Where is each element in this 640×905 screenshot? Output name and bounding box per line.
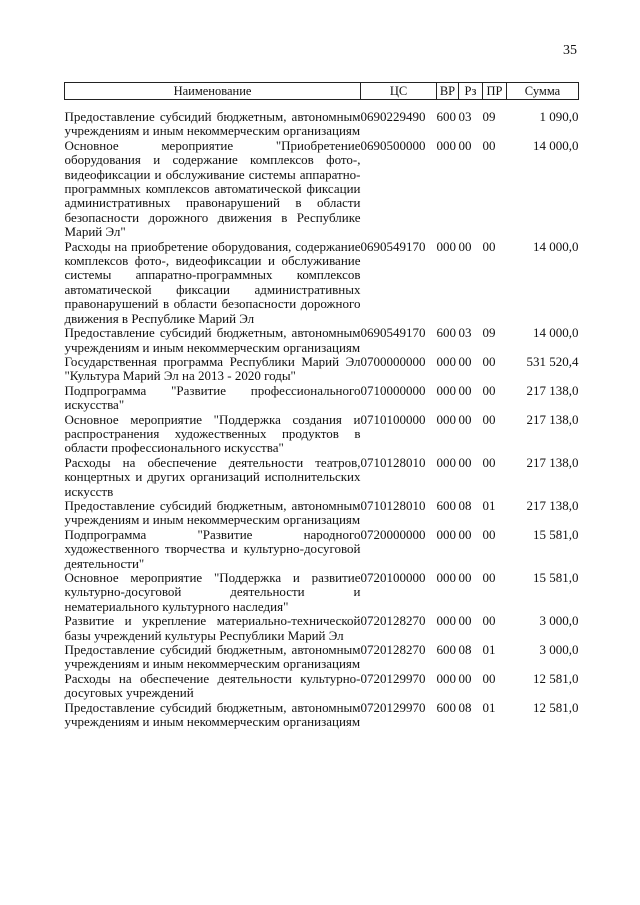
- cell-vr: 000: [436, 454, 456, 470]
- cell-name: Основное мероприятие "Поддержка и развитие культурно-досуговой деятельности и нематериального культурного наследия": [64, 570, 361, 614]
- cell-vr: 000: [436, 137, 456, 153]
- cell-sum: 217 138,0: [526, 382, 579, 398]
- cell-cs: 0700000000: [360, 353, 426, 369]
- table-row: [65, 326, 579, 355]
- header-name: Наименование: [65, 83, 361, 100]
- cell-rz: 00: [458, 382, 472, 398]
- table-row: [65, 100, 579, 139]
- header-sum: Сумма: [507, 83, 579, 100]
- table-row: [65, 614, 579, 643]
- header-vr: ВР: [437, 83, 459, 100]
- cell-rz: 00: [458, 454, 472, 470]
- cell-name: Предоставление субсидий бюджетным, автономным учреждениям и иным некоммерческим организациям: [64, 325, 361, 355]
- cell-vr: 000: [436, 238, 456, 254]
- cell-name: Предоставление субсидий бюджетным, автономным учреждениям и иным некоммерческим организациям: [64, 642, 361, 672]
- table-row: [65, 240, 579, 326]
- cell-vr: 600: [436, 642, 456, 658]
- cell-sum: 1 090,0: [539, 109, 579, 124]
- cell-name: Расходы на приобретение оборудования, содержание комплексов фото-, видеофиксации и обслуживание системы аппаратно-программных комплексов автоматической фиксации административных правонарушений в области безопасности дорожного движения в Республике Марий Эл: [64, 238, 361, 326]
- header-pr: ПР: [483, 83, 507, 100]
- budget-table: [64, 82, 579, 729]
- table-body: [65, 100, 579, 730]
- cell-vr: 600: [436, 497, 456, 513]
- cell-sum: 14 000,0: [533, 325, 579, 341]
- cell-name: Предоставление субсидий бюджетным, автономным учреждениям и иным некоммерческим организациям: [64, 109, 361, 139]
- cell-cs: 0710128010: [360, 497, 426, 513]
- cell-cs: 0690500000: [360, 137, 426, 153]
- cell-cs: 0710128010: [360, 454, 426, 470]
- cell-sum: 14 000,0: [533, 137, 579, 153]
- header-cs: ЦС: [361, 83, 437, 100]
- cell-vr: 000: [436, 570, 456, 585]
- cell-pr: 09: [482, 109, 496, 124]
- cell-pr: 09: [482, 325, 496, 341]
- cell-cs: 0690229490: [360, 109, 426, 124]
- cell-name: Основное мероприятие "Приобретение оборудования и содержание комплексов фото-, видеофиксации и обслуживание системы аппаратно-программных комплексов автоматической фиксации административных правонарушений в области безопасности дорожного движения в Республике Марий Эл": [64, 137, 361, 240]
- cell-rz: 00: [458, 613, 472, 629]
- cell-sum: 217 138,0: [526, 497, 579, 513]
- cell-pr: 00: [482, 137, 496, 153]
- page-number: 35: [563, 43, 577, 58]
- cell-cs: 0720000000: [360, 526, 426, 542]
- cell-rz: 00: [458, 137, 472, 153]
- cell-sum: 14 000,0: [533, 238, 579, 254]
- cell-sum: 217 138,0: [526, 454, 579, 470]
- cell-rz: 03: [458, 109, 472, 124]
- cell-rz: 00: [458, 670, 472, 686]
- cell-pr: 01: [482, 642, 496, 658]
- cell-cs: 0690549170: [360, 325, 426, 341]
- cell-cs: 0720128270: [360, 613, 426, 629]
- cell-name: Развитие и укрепление материально-технической базы учреждений культуры Республики Марий Эл: [64, 613, 361, 643]
- table-row: [65, 672, 579, 701]
- cell-cs: 0720129970: [360, 670, 426, 686]
- table-header: [65, 83, 579, 100]
- cell-pr: 01: [482, 699, 496, 715]
- cell-name: Государственная программа Республики Марий Эл "Культура Марий Эл на 2013 - 2020 годы": [64, 353, 361, 384]
- cell-name: Подпрограмма "Развитие народного художественного творчества и культурно-досуговой деятельности": [64, 526, 361, 571]
- cell-pr: 00: [482, 570, 496, 585]
- table-row: [65, 499, 579, 528]
- cell-vr: 000: [436, 382, 456, 398]
- cell-name: Предоставление субсидий бюджетным, автономным учреждениям и иным некоммерческим организациям: [64, 497, 361, 528]
- cell-name: Подпрограмма "Развитие профессионального искусства": [64, 382, 361, 413]
- cell-sum: 12 581,0: [533, 699, 579, 715]
- cell-vr: 000: [436, 353, 456, 369]
- cell-rz: 00: [458, 526, 472, 542]
- cell-rz: 00: [458, 353, 472, 369]
- cell-pr: 00: [482, 670, 496, 686]
- cell-cs: 0720128270: [360, 642, 426, 658]
- cell-pr: 00: [482, 382, 496, 398]
- cell-name: Расходы на обеспечение деятельности театров, концертных и других организаций исполнительских искусств: [64, 454, 361, 499]
- cell-pr: 00: [482, 454, 496, 470]
- cell-pr: 00: [482, 238, 496, 254]
- cell-cs: 0690549170: [360, 238, 426, 254]
- table-row: [65, 413, 579, 456]
- cell-rz: 08: [458, 642, 472, 658]
- cell-vr: 000: [436, 526, 456, 542]
- cell-pr: 00: [482, 353, 496, 369]
- table-row: [65, 571, 579, 614]
- cell-sum: 531 520,4: [526, 353, 579, 369]
- cell-rz: 03: [458, 325, 472, 341]
- table-row: [65, 139, 579, 240]
- cell-vr: 600: [436, 699, 456, 715]
- cell-pr: 00: [482, 411, 496, 427]
- cell-vr: 000: [436, 613, 456, 629]
- cell-sum: 15 581,0: [533, 526, 579, 542]
- cell-name: Расходы на обеспечение деятельности культурно-досуговых учреждений: [64, 670, 361, 701]
- cell-sum: 3 000,0: [539, 613, 579, 629]
- cell-cs: 0710100000: [360, 411, 426, 427]
- cell-cs: 0720129970: [360, 699, 426, 715]
- cell-sum: 217 138,0: [526, 411, 579, 427]
- cell-pr: 00: [482, 613, 496, 629]
- cell-rz: 08: [458, 699, 472, 715]
- header-rz: Рз: [459, 83, 483, 100]
- table-row: [65, 456, 579, 499]
- cell-vr: 000: [436, 670, 456, 686]
- cell-name: Основное мероприятие "Поддержка создания и распространения художественных продуктов в области профессионального искусства": [64, 411, 361, 456]
- cell-rz: 00: [458, 570, 472, 585]
- cell-vr: 600: [436, 109, 456, 124]
- cell-vr: 000: [436, 411, 456, 427]
- cell-sum: 3 000,0: [539, 642, 579, 658]
- cell-name: Предоставление субсидий бюджетным, автономным учреждениям и иным некоммерческим организациям: [64, 699, 361, 730]
- cell-rz: 00: [458, 238, 472, 254]
- cell-cs: 0720100000: [360, 570, 426, 585]
- cell-sum: 15 581,0: [533, 570, 579, 585]
- cell-pr: 01: [482, 497, 496, 513]
- cell-pr: 00: [482, 526, 496, 542]
- table-row: [65, 528, 579, 571]
- table-row: [65, 643, 579, 672]
- cell-rz: 00: [458, 411, 472, 427]
- cell-rz: 08: [458, 497, 472, 513]
- header-row: [65, 83, 579, 100]
- cell-vr: 600: [436, 325, 456, 341]
- cell-cs: 0710000000: [360, 382, 426, 398]
- table-row: [65, 355, 579, 384]
- table-row: [65, 384, 579, 413]
- table-row: [65, 701, 579, 730]
- cell-sum: 12 581,0: [533, 670, 579, 686]
